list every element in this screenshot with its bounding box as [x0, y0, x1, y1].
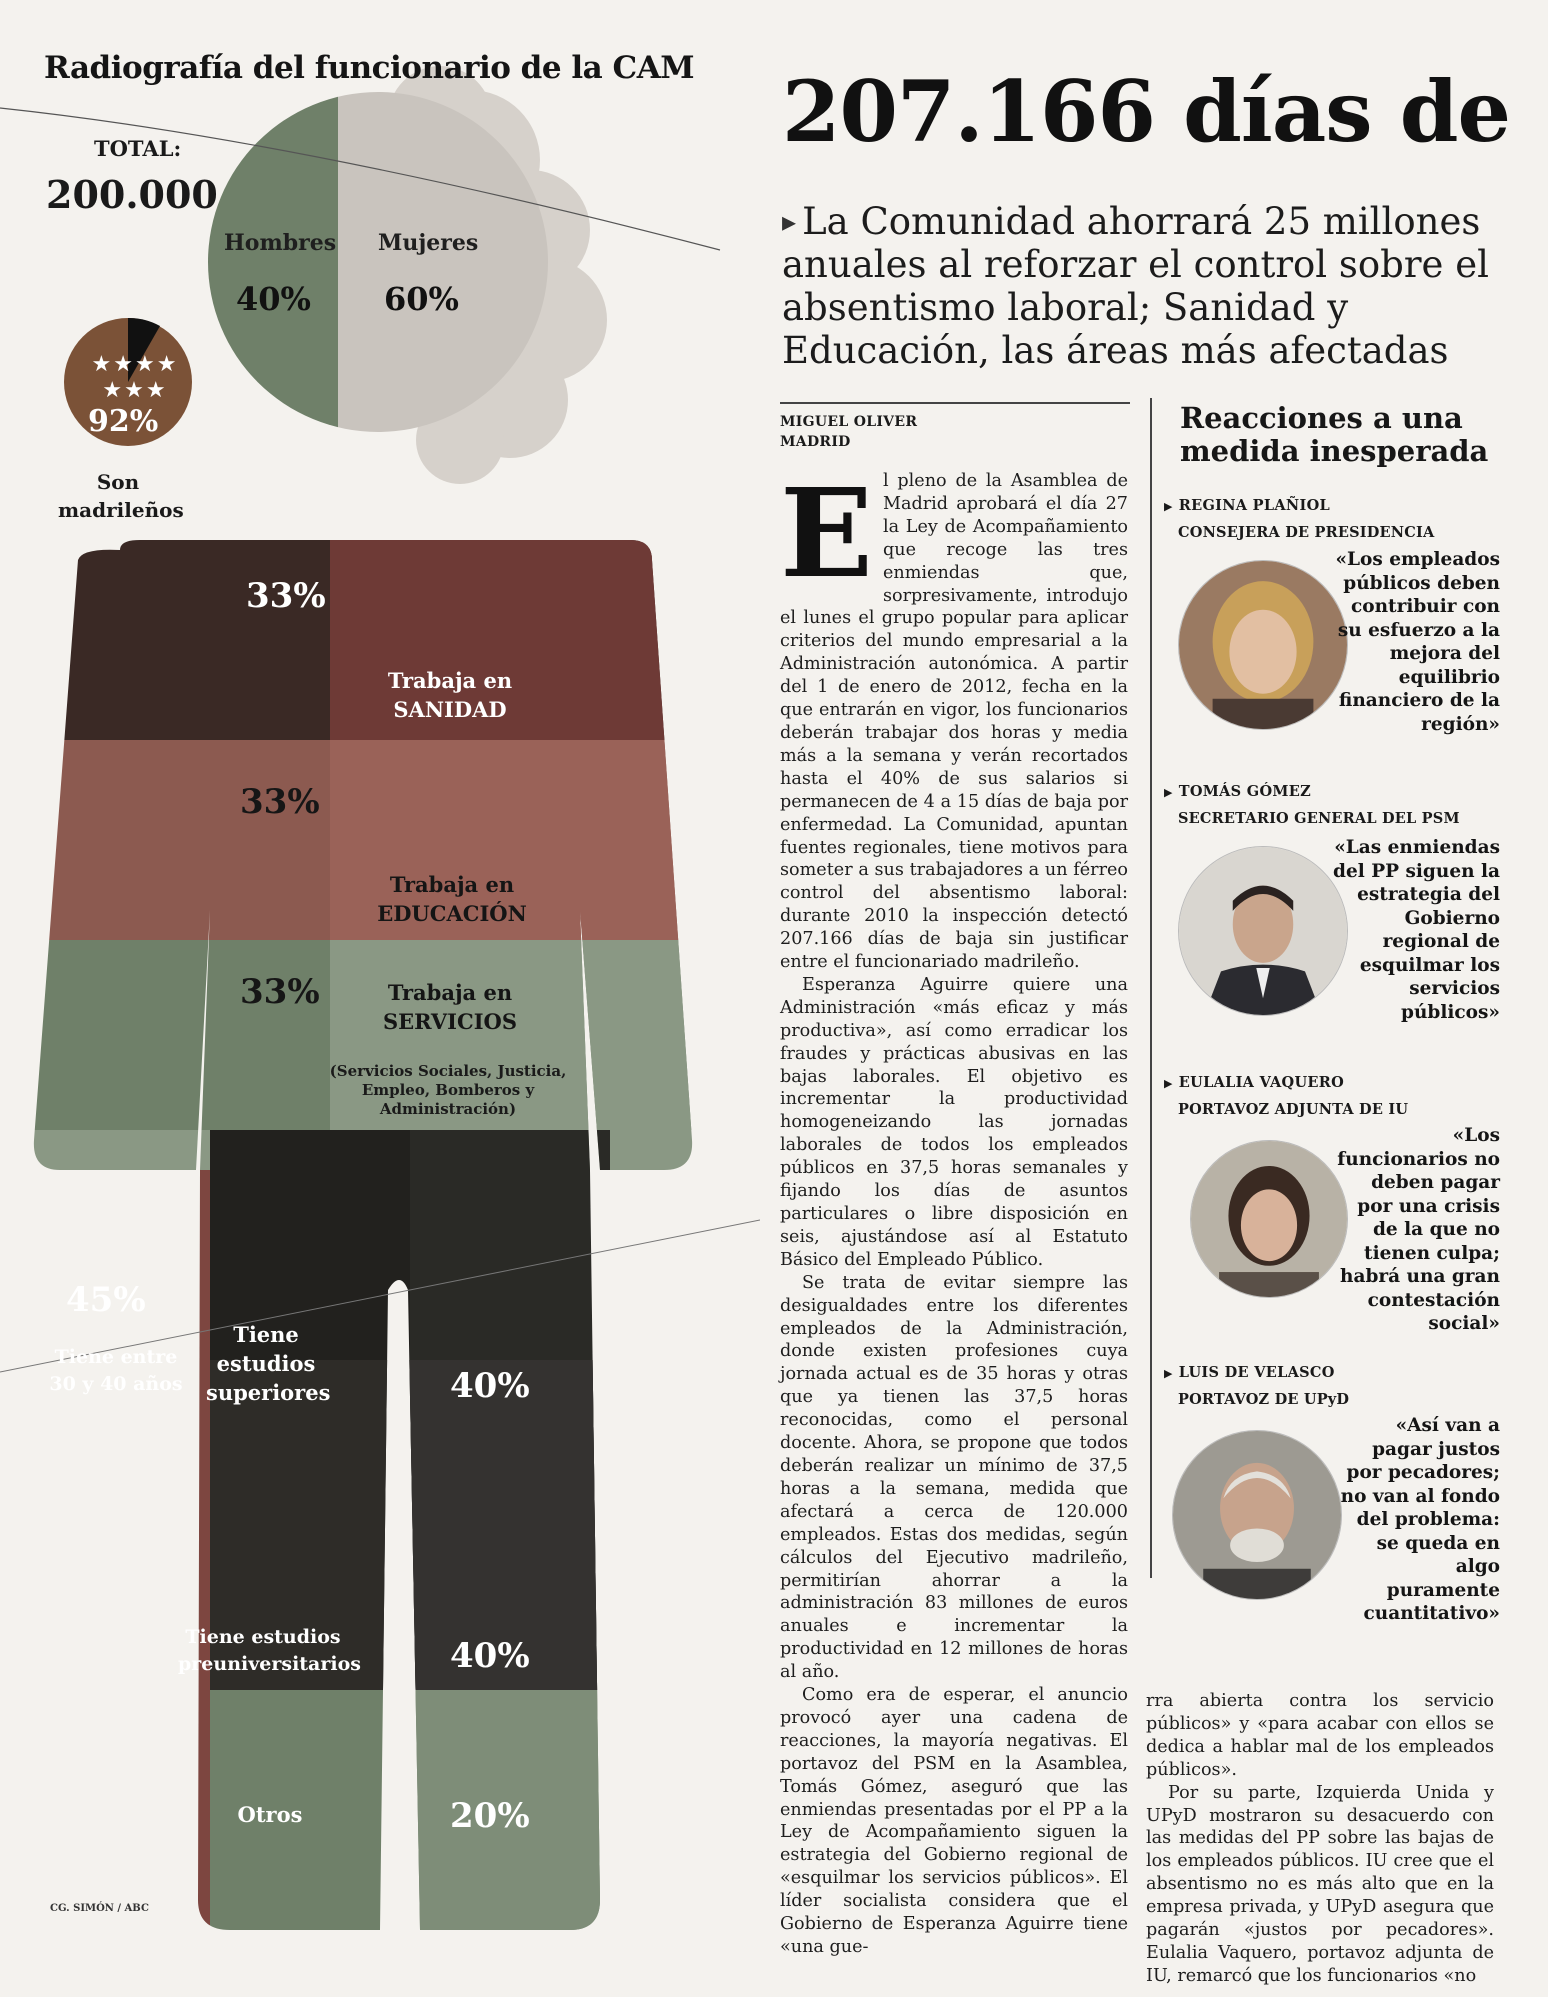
educacion-pct: 33% — [240, 782, 320, 822]
sanidad-label: Trabaja en SANIDAD — [387, 668, 513, 722]
reaction-quote: «Los funcionarios no deben pagar por una crisis de la que no tienen culpa; habrá una gran contestación social» — [1337, 1125, 1500, 1334]
graphic-credit: CG. SIMÓN / ABC — [50, 1903, 149, 1914]
paragraph: El pleno de la Asamblea de Madrid aprobará el día 27 la Ley de Acompañamiento que recoge las tres enmiendas que, sorpresivamente, introdujo el lunes el grupo popular para aplicar criterios del mundo empresarial a la Administración autonómica. A partir del 1 de enero de 2012, fecha en la que entrarán en vigor, los funcionarios deberán trabajar dos horas y media más a la semana y verán recortados hasta el 40% de sus salarios si permanecen de 4 a 15 días de baja por enfermedad. La Comunidad, apuntan fuentes regionales, tiene motivos para someter a sus trabajadores a un férreo control del absentismo laboral: durante 2010 la inspección detectó 207.166 días de baja sin justificar entre el funcionariado madrileño. — [780, 461, 1128, 973]
headline: 207.166 días de — [782, 62, 1510, 161]
triangle-bullet-icon: ▶ — [1164, 1367, 1173, 1380]
older-man-portrait-icon — [1172, 1430, 1342, 1600]
education-other-label: Otros — [237, 1802, 303, 1827]
reaction-name: ▶ LUIS DE VELASCO — [1164, 1364, 1335, 1381]
madrid-stars-icon: ★★★★ ★★★ — [91, 352, 179, 403]
reaction-quote: «Así van a pagar justos por pecadores; no van al fondo del problema: se queda en algo puramente cuantitativo» — [1340, 1415, 1500, 1624]
infographic — [0, 0, 760, 1997]
reaction-name: ▶ TOMÁS GÓMEZ — [1164, 783, 1312, 800]
education-preuniversity-label: Tiene estudios preuniversitarios — [178, 1626, 361, 1675]
triangle-bullet-icon: ▶ — [1164, 500, 1173, 513]
reaction-role: PORTAVOZ ADJUNTA DE IU — [1178, 1101, 1409, 1118]
total-value: 200.000 — [46, 172, 218, 217]
byline — [780, 412, 917, 452]
servicios-note: (Servicios Sociales, Justicia, Empleo, Bomberos y Administración) — [329, 1062, 567, 1118]
author: MIGUEL OLIVER — [780, 414, 918, 430]
reaction-name: ▶ EULALIA VAQUERO — [1164, 1074, 1345, 1091]
education-preuniversity-pct: 40% — [450, 1636, 530, 1676]
education-other-pct: 20% — [450, 1796, 530, 1836]
reaction-role: CONSEJERA DE PRESIDENCIA — [1178, 524, 1435, 541]
women-label: Mujeres — [378, 230, 479, 256]
infographic-title: Radiografía del funcionario de la CAM — [44, 50, 695, 86]
educacion-label: Trabaja en EDUCACIÓN — [377, 872, 527, 926]
origin-pct: 92% — [88, 404, 159, 439]
woman-portrait-icon — [1190, 1140, 1348, 1298]
women-pct: 60% — [384, 280, 459, 318]
reaction-name: ▶ REGINA PLAÑIOL — [1164, 497, 1330, 514]
education-superior-label: Tiene estudios superiores — [206, 1322, 331, 1405]
subtitle: ▸ La Comunidad ahorrará 25 millones anuales al reforzar el control sobre el absentismo laboral; Sanidad y Educación, las áreas más afectadas — [782, 200, 1489, 372]
education-superior-pct: 40% — [450, 1366, 530, 1406]
origin-caption: Son madrileños — [58, 470, 184, 522]
sidebar-title: Reacciones a una medida inesperada — [1180, 401, 1489, 468]
paragraph: rra abierta contra los servicio públicos» y «para acabar con ellos se dedica a hablar mal de los empleados públicos». — [1146, 1691, 1494, 1780]
total-label: TOTAL: — [94, 136, 182, 161]
reaction-quote: «Los empleados públicos deben contribuir con su esfuerzo a la mejora del equilibrio financiero de la región» — [1335, 549, 1500, 735]
men-pct: 40% — [236, 280, 311, 318]
sanidad-pct: 33% — [246, 576, 326, 616]
reaction-role: PORTAVOZ DE UPyD — [1178, 1391, 1350, 1408]
men-label: Hombres — [224, 230, 337, 256]
triangle-bullet-icon: ▶ — [1164, 786, 1173, 799]
men-share-area — [200, 80, 338, 450]
reaction-quote: «Las enmiendas del PP siguen la estrategia del Gobierno regional de esquilmar los servicios públicos» — [1333, 837, 1500, 1023]
article-column-2 — [1146, 1690, 1494, 1988]
paragraph: Se trata de evitar siempre las desigualdades entre los diferentes empleados de la Administración, donde existen profesiones cuya jornada actual es de 35 horas y otras que ya tienen las 37,5 horas reconocidas, como el personal docente. Ahora, se propone que todos deberán realizar un mínimo de 37,5 horas a la semana, medida que afectará a cerca de 120.000 empleados. Estas dos medidas, según cálculos del Ejecutivo madrileño, permitirían ahorrar a la administración 83 millones de euros anuales e incrementar la productividad en 12 millones de horas al año. — [780, 1272, 1128, 1683]
servicios-pct: 33% — [240, 972, 320, 1012]
location: MADRID — [780, 434, 851, 450]
reaction-role: SECRETARIO GENERAL DEL PSM — [1178, 810, 1460, 827]
triangle-bullet-icon: ▸ — [782, 205, 797, 238]
servicios-label: Trabaja en SERVICIOS — [383, 980, 517, 1034]
body-bands — [0, 540, 760, 1970]
age-caption: Tiene entre 30 y 40 años — [49, 1346, 183, 1395]
sidebar-divider — [1150, 398, 1152, 1578]
article-column-1 — [780, 461, 1128, 1959]
woman-portrait-icon — [1178, 560, 1348, 730]
triangle-bullet-icon: ▶ — [1164, 1077, 1173, 1090]
man-portrait-icon — [1178, 846, 1348, 1016]
paragraph: Esperanza Aguirre quiere una Administración «más eficaz y más productiva», así como erradicar los fraudes y prácticas abusivas en las bajas laborales. El objetivo es incrementar la productividad homogeneizando las jornadas laborales de todos los empleados públicos en 37,5 horas semanales y fijando los días de asuntos particulares o libre disposición en seis, ajustándose así al Estatuto Básico del Empleado Público. — [780, 974, 1128, 1270]
dropcap: E — [780, 461, 873, 605]
paragraph: Como era de esperar, el anuncio provocó ayer una cadena de reacciones, la mayoría negativas. El portavoz del PSM en la Asamblea, Tomás Gómez, aseguró que las enmiendas presentadas por el PP a la Ley de Acompañamiento siguen la estrategia del Gobierno regional de «esquilmar los servicios públicos». El líder socialista considera que el Gobierno de Esperanza Aguirre tiene «una gue- — [780, 1685, 1128, 1957]
paragraph: Por su parte, Izquierda Unida y UPyD mostraron su desacuerdo con las medidas del PP sobre las bajas de los empleados públicos. IU cree que el absentismo no es más alto que en la empresa privada, y UPyD asegura que pagarán «justos por pecadores». Eulalia Vaquero, portavoz adjunta de IU, remarcó que los funcionarios «no — [1146, 1782, 1494, 1986]
byline-rule — [780, 402, 1130, 404]
age-pct: 45% — [66, 1280, 146, 1320]
